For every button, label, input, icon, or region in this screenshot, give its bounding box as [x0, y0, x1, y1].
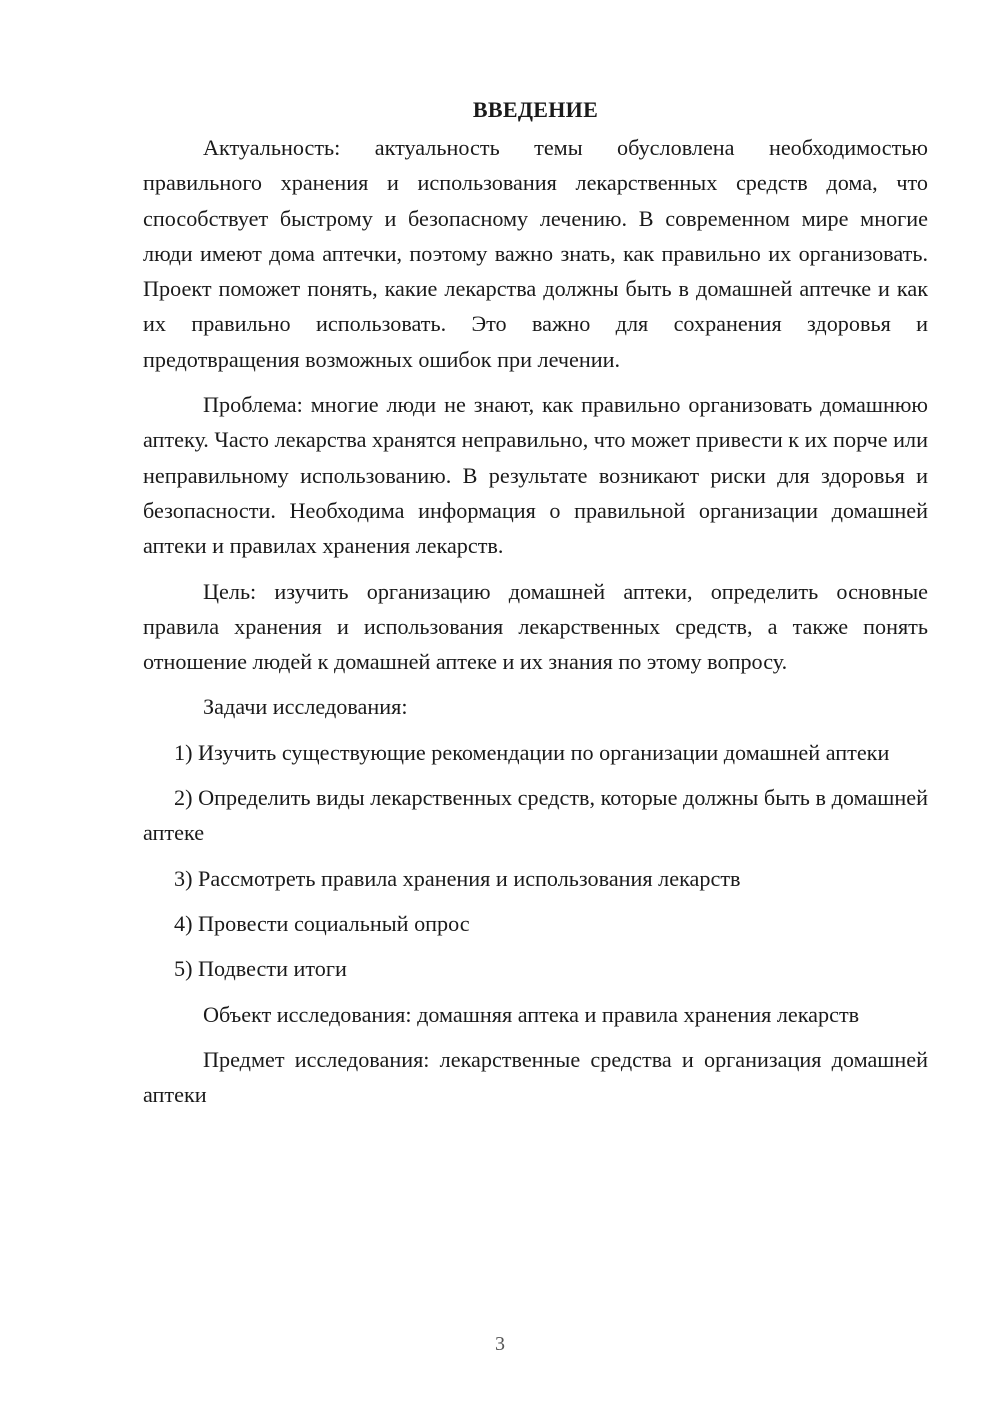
paragraph-tasks-title: Задачи исследования: — [203, 694, 408, 720]
task-item-4: 4) Провести социальный опрос — [174, 910, 470, 936]
page-number: 3 — [495, 1333, 505, 1355]
task-item-5: 5) Подвести итоги — [174, 956, 347, 982]
paragraph-object: Объект исследования: домашняя аптека и правила хранения лекарств — [203, 1001, 860, 1027]
document-page — [143, 92, 928, 1122]
section-heading: ВВЕДЕНИЕ — [472, 97, 599, 122]
task-item-3: 3) Рассмотреть правила хранения и использования лекарств — [174, 865, 741, 891]
task-item-1: 1) Изучить существующие рекомендации по организации домашней аптеки — [174, 739, 890, 765]
paragraph-problem: Проблема: многие люди не знают, как правильно организовать домашнюю аптеку. Часто лекарства хранятся неправильно, что может привести к их порче или неправильному использованию. В результате возникают риски для здоровья и безопасности. Необходима информация о правильной организации домашней аптеки и правилах хранения лекарств. — [143, 392, 928, 559]
task-item-2: 2) Определить виды лекарственных средств, которые должны быть в домашней аптеке — [143, 785, 928, 846]
paragraph-goal: Цель: изучить организацию домашней аптеки, определить основные правила хранения и использования лекарственных средств, а также понять отношение людей к домашней аптеке и их знания по этому вопросу. — [143, 578, 928, 675]
paragraph-subject: Предмет исследования: лекарственные средства и организация домашней аптеки — [143, 1046, 928, 1108]
paragraph-relevance: Актуальность: актуальность темы обусловлена необходимостью правильного хранения и использования лекарственных средств дома, что способствует быстрому и безопасному лечению. В современном мире многие люди имеют дома аптечки, поэтому важно знать, как правильно их организовать. Проект поможет понять, какие лекарства должны быть в домашней аптечке и как их правильно использовать. Это важно для сохранения здоровья и предотвращения возможных ошибок при лечении. — [143, 135, 928, 372]
